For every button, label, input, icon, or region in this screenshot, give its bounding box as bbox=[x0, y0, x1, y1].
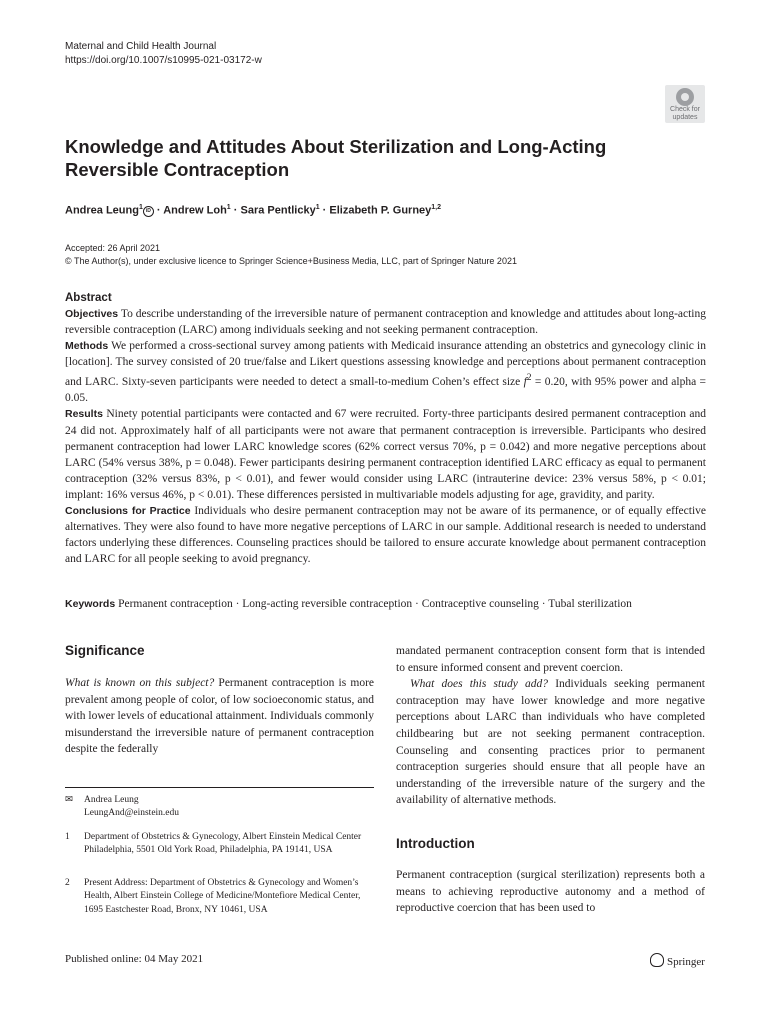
article-title: Knowledge and Attitudes About Sterilization and Long-Acting Reversible Contraception bbox=[65, 136, 607, 180]
abstract-objectives bbox=[65, 306, 706, 338]
springer-horse-icon bbox=[650, 953, 664, 967]
author-affiliation: 1 bbox=[315, 204, 320, 211]
author-name[interactable]: Andrea Leung bbox=[65, 204, 139, 217]
methods-f: f bbox=[523, 376, 527, 389]
keywords bbox=[65, 598, 715, 610]
significance-paragraph bbox=[65, 675, 374, 758]
abstract-methods bbox=[65, 338, 706, 406]
publisher-logo bbox=[650, 953, 705, 968]
copyright-notice: © The Author(s), under exclusive licence to Springer Science+Business Media, LLC, part of Springer Nature 2021 bbox=[65, 256, 517, 266]
corresponding-email[interactable]: LeungAnd@einstein.edu bbox=[84, 808, 180, 819]
known-answer: Permanent contraception is more prevalent among people of color, of low socioeconomic status, and with lower levels of educational attainment. Individuals commonly misunderstand the irreversible nature of permanent contraception despite the federally bbox=[65, 677, 374, 756]
abstract-conclusions bbox=[65, 503, 706, 567]
methods-text: We performed a cross-sectional survey among patients with Medicaid insurance attending an obstetrics and gynecology clinic in [location]. The survey consisted of 20 true/false and Likert questions assessing knowledge and perceptions about permanent contraception and LARC. Sixty-seven participants were needed to detect a small-to-medium Cohen’s effect size bbox=[65, 340, 706, 389]
methods-sup: 2 bbox=[526, 372, 532, 384]
affiliation-1-text: Department of Obstetrics & Gynecology, Albert Einstein Medical Center Philadelphia, 5501 Old York Road, Philadelphia, PA 19141, USA bbox=[84, 832, 362, 856]
results-label: Results bbox=[65, 408, 103, 421]
abstract bbox=[65, 290, 706, 567]
author-affiliation: 1 bbox=[138, 204, 143, 211]
check-for-updates-badge[interactable] bbox=[665, 85, 705, 123]
affiliation-1 bbox=[65, 831, 374, 858]
methods-label: Methods bbox=[65, 340, 109, 353]
introduction-paragraph: Permanent contraception (surgical sterilization) represents both a means to achieving reproductive autonomy and a method of reproductive coercion that has been used to bbox=[396, 868, 705, 915]
abstract-heading: Abstract bbox=[65, 292, 112, 304]
author-affiliation: 1 bbox=[226, 204, 231, 211]
keywords-text: Permanent contraception · Long-acting reversible contraception · Contraceptive counseling · Tubal sterilization bbox=[118, 598, 632, 610]
author-affiliation: 1,2 bbox=[431, 204, 442, 211]
check-updates-icon bbox=[676, 88, 694, 106]
orcid-icon[interactable]: iD bbox=[143, 206, 154, 217]
adds-answer: Individuals seeking permanent contraception may have lower knowledge and more negative perceptions about LARC than individuals who have completed childbearing but are not seeking permanent contraception. Counseling and consenting practices prior to permanent contraception surgeries should ensure that all people have an understanding of the irreversible nature of the surgery and the availability of alternative methods. bbox=[396, 678, 705, 807]
objectives-text: To describe understanding of the irreversible nature of permanent contraception and knowledge and attitudes about long-acting reversible contraception (LARC) among individuals seeking and not seeking permanent contraception. bbox=[65, 308, 706, 337]
affiliation-2-mark: 2 bbox=[65, 878, 70, 888]
accepted-date: Accepted: 26 April 2021 bbox=[65, 243, 161, 253]
journal-name: Maternal and Child Health Journal bbox=[65, 41, 217, 52]
author-name[interactable]: Sara Pentlicky bbox=[240, 204, 316, 217]
journal-header bbox=[65, 40, 262, 68]
keywords-label: Keywords bbox=[65, 598, 116, 610]
abstract-results bbox=[65, 406, 706, 503]
publisher-name: Springer bbox=[667, 956, 705, 968]
conclusions-label: Conclusions for Practice bbox=[65, 505, 191, 518]
article-dates bbox=[65, 242, 517, 268]
results-text: Ninety potential participants were contacted and 67 were recruited. Forty-three participants desired permanent contraception and 24 did not. Approximately half of all participants were not aware that permanent contraception is irreversible. Participants who desired permanent contraception had lower LARC knowledge scores (62% correct versus 70%, p = 0.042) and more negative perceptions about LARC (54% versus 38%, p = 0.048). Fewer participants desiring permanent contraception identified LARC efficacy as equal to permanent contraception (32% versus 83%, p < 0.01), and fewer would consider using LARC (intrauterine device: 23% versus 58%, p < 0.01; implant: 16% versus 46%, p < 0.01). These differences persisted in multivariable models adjusting for age, gravidity, and parity. bbox=[65, 408, 706, 501]
methods-text-end: = 0.20, with 95% power and alpha = 0.05. bbox=[65, 376, 707, 405]
footnote-divider bbox=[65, 787, 374, 788]
check-badge-line1: Check for bbox=[670, 106, 700, 113]
affiliation-1-mark: 1 bbox=[65, 832, 70, 842]
significance-heading: Significance bbox=[65, 643, 145, 658]
left-column bbox=[65, 643, 374, 758]
known-question: What is known on this subject? bbox=[65, 677, 215, 689]
adds-question: What does this study add? bbox=[410, 678, 549, 691]
affiliation-2 bbox=[65, 877, 374, 917]
author-list: Andrea Leung$^1$ iD · Andrew Loh$^1$ · Sara Pentlicky$^1$ · Elizabeth P. Gurney$^{1,2}$ bbox=[65, 204, 442, 217]
corresponding-name: Andrea Leung bbox=[84, 795, 139, 805]
published-date: Published online: 04 May 2021 bbox=[65, 953, 204, 965]
introduction-heading: Introduction bbox=[396, 835, 475, 851]
corresponding-author bbox=[65, 794, 374, 821]
author-name[interactable]: Elizabeth P. Gurney bbox=[329, 204, 432, 217]
right-column bbox=[396, 643, 705, 917]
check-badge-line2: updates bbox=[672, 114, 698, 121]
doi-link[interactable]: https://doi.org/10.1007/s10995-021-03172-w bbox=[65, 55, 262, 66]
envelope-icon: ✉ bbox=[65, 795, 73, 805]
affiliation-2-text: Present Address: Department of Obstetrics & Gynecology and Women’s Health, Albert Einstein College of Medicine/Montefiore Medical Center, 1695 Eastchester Road, Bronx, NY 10461, USA bbox=[84, 878, 361, 915]
objectives-label: Objectives bbox=[65, 308, 119, 321]
study-adds-paragraph bbox=[396, 676, 705, 809]
conclusions-text: Individuals who desire permanent contraception may not be aware of its permanence, or of equally effective alternatives. They were also found to have more negative perceptions of LARC in our sample. Additional research is needed to understand factors underlying these differences. Counseling practices should be tailored to ensure accurate knowledge about permanent contraception and LARC for all people seeking to avoid pregnancy. bbox=[65, 505, 706, 566]
author-name[interactable]: Andrew Loh bbox=[163, 204, 227, 217]
significance-continued: mandated permanent contraception consent form that is intended to ensure informed consent and prevent coercion. bbox=[396, 645, 705, 674]
